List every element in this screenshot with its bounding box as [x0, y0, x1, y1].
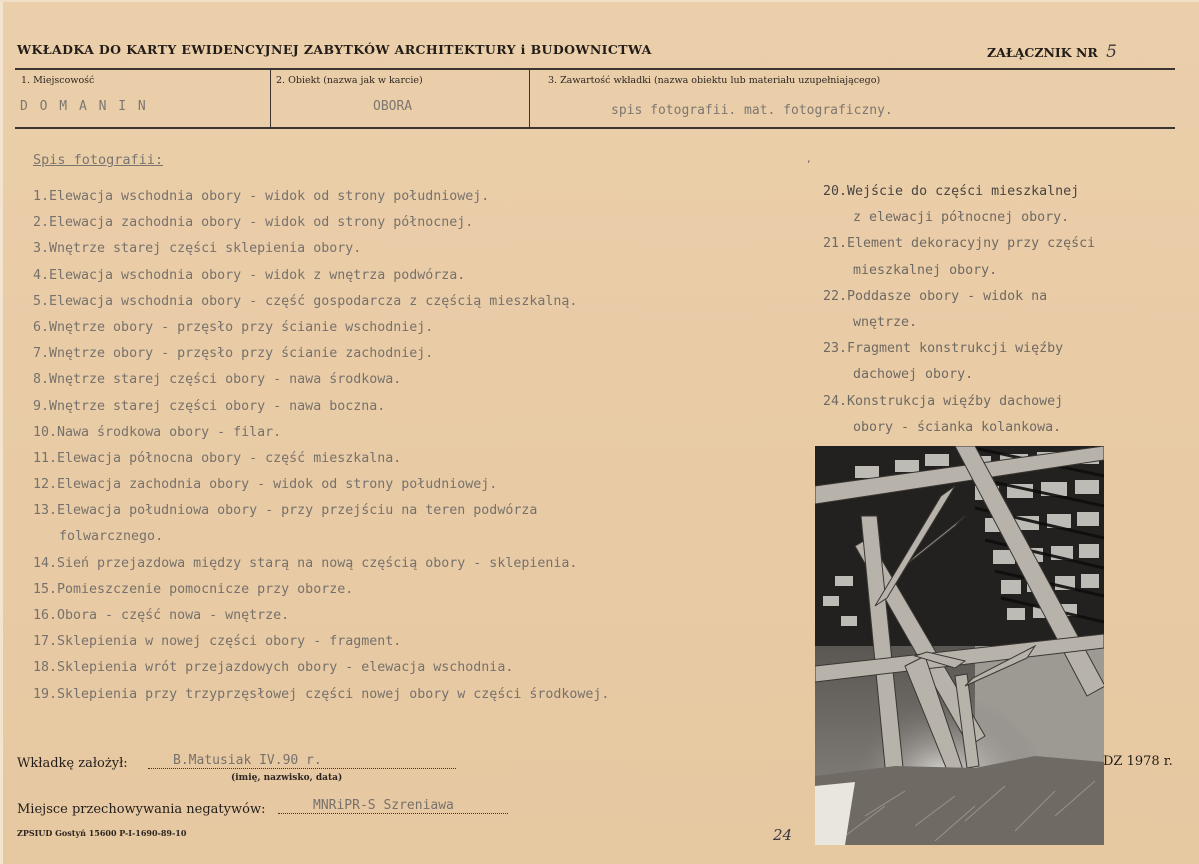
photo-list-title: Spis fotografii:	[33, 152, 164, 168]
attachment-number	[987, 42, 1117, 62]
photo-list-item: 10.Nawa środkowa obory - filar.	[33, 424, 282, 440]
print-info: ZPSIUD Gostyń 15600 P-I-1690-89-10	[17, 828, 187, 838]
photo-list-item: 20.Wejście do części mieszkalnej	[823, 184, 1080, 199]
photo-list-item: 14.Sień przejazdowa między starą na nową częścią obory - sklepienia.	[33, 555, 578, 571]
negatives-location-line	[278, 813, 508, 814]
photo-list-item-continuation: mieszkalnej obory.	[853, 262, 998, 278]
field-divider-1	[270, 69, 271, 127]
field-divider-2	[529, 69, 530, 127]
photo-list-item: 19.Sklepienia przy trzyprzęsłowej części nowej obory w części środkowej.	[33, 686, 610, 702]
photo-list-item: 23.Fragment konstrukcji więźby	[823, 341, 1064, 357]
contents-label: 3. Zawartość wkładki (nazwa obiektu lub materiału uzupełniającego)	[548, 75, 881, 86]
photo-list-item: 7.Wnętrze obory - przęsło przy ścianie zachodniej.	[33, 346, 434, 362]
photo-list-item-continuation: z elewacji północnej obory.	[853, 210, 1070, 226]
photo-list-item: 17.Sklepienia w nowej części obory - fragment.	[33, 634, 402, 650]
created-by-value: B.Matusiak IV.90 r.	[173, 753, 322, 768]
photo-list-item-continuation: obory - ścianka kolankowa.	[853, 419, 1062, 435]
page-number: 24	[773, 826, 793, 844]
object-label: 2. Obiekt (nazwa jak w karcie)	[276, 75, 423, 86]
photo-list-item: 11.Elewacja północna obory - część mieszkalna.	[33, 450, 402, 466]
photo-list-item: 13.Elewacja południowa obory - przy przejściu na teren podwórza	[33, 503, 538, 519]
created-by-line	[148, 768, 456, 769]
photo-list-item: 21.Element dekoracyjny przy części	[823, 236, 1096, 252]
photo-list-item: 3.Wnętrze starej części sklepienia obory.	[33, 241, 362, 257]
photo-list-item: 1.Elewacja wschodnia obory - widok od strony południowej.	[33, 189, 490, 204]
roof-truss-photo	[815, 446, 1104, 845]
contents-value: spis fotografii. mat. fotograficzny.	[611, 103, 893, 118]
form-title: WKŁADKA DO KARTY EWIDENCYJNEJ ZABYTKÓW ARCHITEKTURY i BUDOWNICTWA	[17, 42, 652, 57]
photo-list-item-continuation: dachowej obory.	[853, 367, 974, 383]
photo-list-item: 12.Elewacja zachodnia obory - widok od strony południowej.	[33, 477, 498, 493]
photo-list-item: 9.Wnętrze starej części obory - nawa boczna.	[33, 398, 386, 414]
photo-list-item: 6.Wnętrze obory - przęsło przy ścianie wschodniej.	[33, 319, 434, 335]
photo-list-item: 18.Sklepienia wrót przejazdowych obory - elewacja wschodnia.	[33, 660, 514, 676]
attachment-label: ZAŁĄCZNIK NR	[987, 45, 1098, 60]
header-rule-bottom	[15, 127, 1175, 129]
photo-list-item-continuation: wnętrze.	[853, 314, 918, 330]
photo-list-item: 5.Elewacja wschodnia obory - część gospodarcza z częścią mieszkalną.	[33, 293, 578, 309]
object-value: OBORA	[373, 99, 413, 114]
photo-list-item: 8.Wnętrze starej części obory - nawa środkowa.	[33, 372, 402, 388]
locality-value: D O M A N I N	[20, 99, 148, 114]
header-rule-top	[15, 68, 1175, 70]
locality-label: 1. Miejscowość	[21, 75, 95, 86]
created-by-label: Wkładkę założył:	[17, 756, 128, 771]
photo-list-item: 16.Obora - część nowa - wnętrze.	[33, 608, 290, 623]
negatives-location-label: Miejsce przechowywania negatywów:	[17, 802, 266, 817]
photo-list-item: 22.Poddasze obory - widok na	[823, 288, 1048, 304]
photo-list-continued	[823, 179, 1095, 441]
negatives-location-value: MNRiPR-S Szreniawa	[313, 798, 454, 813]
roof-truss-image	[815, 446, 1104, 845]
photo-list	[33, 184, 609, 708]
photo-list-item: 24.Konstrukcja więźby dachowej	[823, 393, 1064, 409]
stray-mark: ,	[807, 152, 811, 165]
photo-list-item: 2.Elewacja zachodnia obory - widok od strony północnej.	[33, 215, 474, 231]
photo-list-item-continuation: folwarcznego.	[59, 529, 164, 545]
photo-list-item: 4.Elewacja wschodnia obory - widok z wnętrza podwórza.	[33, 267, 466, 283]
attachment-number-value: 5	[1106, 42, 1117, 62]
photo-list-item: 15.Pomieszczenie pomocnicze przy oborze.	[33, 581, 354, 597]
created-by-hint: (imię, nazwisko, data)	[231, 773, 343, 783]
right-note: DZ 1978 r.	[1103, 754, 1173, 769]
